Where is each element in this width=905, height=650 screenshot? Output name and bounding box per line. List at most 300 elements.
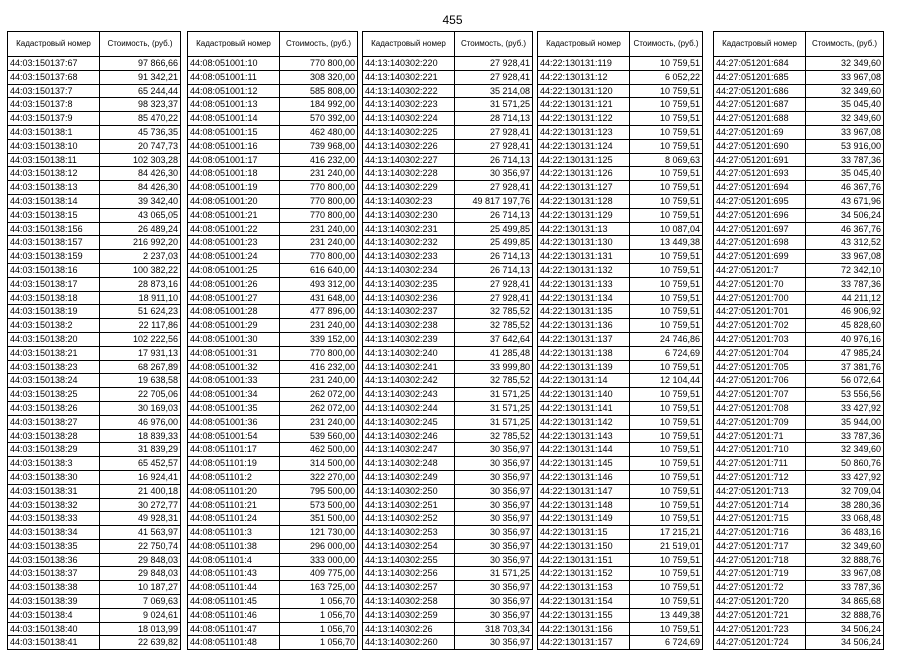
cost-value: 121 730,00 <box>280 526 358 540</box>
cost-value: 431 648,00 <box>280 291 358 305</box>
cost-value: 10 759,51 <box>630 112 703 126</box>
cadastral-number: 44:27:051201:714 <box>714 498 806 512</box>
table-row <box>538 291 703 305</box>
cadastral-number: 44:03:150138:31 <box>8 484 100 498</box>
cadastral-number: 44:22:130131:135 <box>538 305 630 319</box>
cadastral-number: 44:08:051001:18 <box>188 167 280 181</box>
cost-value: 28 873,16 <box>100 277 181 291</box>
cadastral-number: 44:03:150138:13 <box>8 181 100 195</box>
cost-value: 84 426,30 <box>100 167 181 181</box>
cadastral-number: 44:13:140302:244 <box>363 401 455 415</box>
cost-value: 33 999,80 <box>455 360 533 374</box>
cost-value: 22 639,82 <box>100 636 181 650</box>
table-row <box>538 181 703 195</box>
cost-value: 770 800,00 <box>280 346 358 360</box>
table-row <box>714 332 884 346</box>
cadastral-number: 44:22:130131:121 <box>538 98 630 112</box>
cost-value: 16 924,41 <box>100 470 181 484</box>
cost-value: 10 759,51 <box>630 581 703 595</box>
table-row <box>188 139 358 153</box>
table-row <box>188 526 358 540</box>
cadastral-number: 44:13:140302:253 <box>363 526 455 540</box>
cost-value: 25 499,85 <box>455 236 533 250</box>
cost-value: 10 759,51 <box>630 57 703 71</box>
table-row <box>8 125 181 139</box>
cadastral-number: 44:03:150138:2 <box>8 319 100 333</box>
cadastral-number: 44:13:140302:259 <box>363 608 455 622</box>
cadastral-number: 44:13:140302:227 <box>363 153 455 167</box>
cost-value: 53 916,00 <box>806 139 884 153</box>
cadastral-table-5 <box>713 31 884 650</box>
cost-value: 18 839,33 <box>100 429 181 443</box>
cost-value: 10 759,51 <box>630 360 703 374</box>
table-row <box>538 250 703 264</box>
cost-value: 72 342,10 <box>806 263 884 277</box>
cost-value: 84 426,30 <box>100 181 181 195</box>
cadastral-number: 44:13:140302:228 <box>363 167 455 181</box>
cadastral-number: 44:27:051201:719 <box>714 567 806 581</box>
cost-value: 21 519,01 <box>630 539 703 553</box>
cadastral-number: 44:27:051201:702 <box>714 319 806 333</box>
cadastral-number: 44:27:051201:717 <box>714 539 806 553</box>
cost-value: 477 896,00 <box>280 305 358 319</box>
cadastral-number: 44:27:051201:703 <box>714 332 806 346</box>
cost-value: 31 839,29 <box>100 443 181 457</box>
table-row <box>538 443 703 457</box>
table-row <box>714 360 884 374</box>
cost-value: 35 214,08 <box>455 84 533 98</box>
cadastral-number: 44:27:051201:70 <box>714 277 806 291</box>
cadastral-number: 44:13:140302:238 <box>363 319 455 333</box>
cadastral-number: 44:13:140302:258 <box>363 595 455 609</box>
cadastral-number: 44:22:130131:140 <box>538 388 630 402</box>
cadastral-number: 44:08:051001:34 <box>188 388 280 402</box>
cadastral-number: 44:08:051101:21 <box>188 498 280 512</box>
cadastral-number: 44:08:051001:35 <box>188 401 280 415</box>
cadastral-number: 44:13:140302:246 <box>363 429 455 443</box>
cadastral-number: 44:22:130131:142 <box>538 415 630 429</box>
cadastral-number: 44:08:051101:24 <box>188 512 280 526</box>
table-row <box>8 401 181 415</box>
table-row <box>8 595 181 609</box>
cost-value: 47 985,24 <box>806 346 884 360</box>
page-number: 455 <box>442 13 463 27</box>
cost-value: 45 736,35 <box>100 125 181 139</box>
table-row <box>714 443 884 457</box>
table-row <box>8 388 181 402</box>
header-cadastral-number: Кадастровый номер <box>8 32 100 57</box>
cadastral-number: 44:08:051001:11 <box>188 70 280 84</box>
cost-value: 10 759,51 <box>630 622 703 636</box>
cadastral-number: 44:13:140302:245 <box>363 415 455 429</box>
cost-value: 27 928,41 <box>455 57 533 71</box>
table-row <box>8 429 181 443</box>
table-row <box>363 374 533 388</box>
table-row <box>188 484 358 498</box>
cost-value: 6 724,69 <box>630 346 703 360</box>
cost-value: 30 356,97 <box>455 484 533 498</box>
cost-value: 37 642,64 <box>455 332 533 346</box>
cadastral-number: 44:13:140302:221 <box>363 70 455 84</box>
cadastral-number: 44:22:130131:123 <box>538 125 630 139</box>
cost-value: 10 759,51 <box>630 125 703 139</box>
table-row <box>8 153 181 167</box>
cadastral-number: 44:13:140302:26 <box>363 622 455 636</box>
cost-value: 462 480,00 <box>280 125 358 139</box>
cadastral-number: 44:03:150138:37 <box>8 567 100 581</box>
table-row <box>8 346 181 360</box>
cadastral-number: 44:22:130131:149 <box>538 512 630 526</box>
table-row <box>188 608 358 622</box>
cost-value: 33 787,36 <box>806 429 884 443</box>
table-row <box>8 139 181 153</box>
table-row <box>363 388 533 402</box>
cadastral-number: 44:03:150138:20 <box>8 332 100 346</box>
cadastral-number: 44:03:150138:32 <box>8 498 100 512</box>
table-row <box>363 581 533 595</box>
table-row <box>188 443 358 457</box>
cost-value: 32 349,60 <box>806 57 884 71</box>
table-row <box>188 70 358 84</box>
table-row <box>8 263 181 277</box>
table-row <box>538 484 703 498</box>
table-row <box>188 429 358 443</box>
cost-value: 27 928,41 <box>455 277 533 291</box>
cost-value: 32 349,60 <box>806 539 884 553</box>
cost-value: 31 571,25 <box>455 567 533 581</box>
table-row <box>8 374 181 388</box>
cost-value: 351 500,00 <box>280 512 358 526</box>
cost-value: 27 928,41 <box>455 125 533 139</box>
cadastral-number: 44:22:130131:139 <box>538 360 630 374</box>
cost-value: 30 356,97 <box>455 167 533 181</box>
table-row <box>538 539 703 553</box>
cadastral-number: 44:13:140302:226 <box>363 139 455 153</box>
header-cost: Стоимость, (руб.) <box>100 32 181 57</box>
cadastral-number: 44:22:130131:152 <box>538 567 630 581</box>
table-row <box>714 526 884 540</box>
cadastral-number: 44:08:051101:19 <box>188 457 280 471</box>
table-row <box>714 208 884 222</box>
table-row <box>714 112 884 126</box>
cost-value: 30 272,77 <box>100 498 181 512</box>
cadastral-number: 44:08:051001:20 <box>188 194 280 208</box>
cadastral-number: 44:27:051201:715 <box>714 512 806 526</box>
cadastral-number: 44:03:150138:26 <box>8 401 100 415</box>
cadastral-table-4 <box>537 31 703 650</box>
cost-value: 163 725,00 <box>280 581 358 595</box>
cadastral-number: 44:13:140302:229 <box>363 181 455 195</box>
cost-value: 10 759,51 <box>630 167 703 181</box>
cost-value: 10 759,51 <box>630 139 703 153</box>
cost-value: 30 356,97 <box>455 608 533 622</box>
cost-value: 97 866,66 <box>100 57 181 71</box>
cost-value: 26 714,13 <box>455 208 533 222</box>
cadastral-number: 44:22:130131:129 <box>538 208 630 222</box>
cost-value: 30 356,97 <box>455 470 533 484</box>
cadastral-number: 44:27:051201:694 <box>714 181 806 195</box>
cost-value: 462 500,00 <box>280 443 358 457</box>
cost-value: 65 452,57 <box>100 457 181 471</box>
table-row <box>188 498 358 512</box>
cadastral-number: 44:08:051101:4 <box>188 553 280 567</box>
cost-value: 27 928,41 <box>455 139 533 153</box>
table-row <box>188 567 358 581</box>
cadastral-number: 44:13:140302:235 <box>363 277 455 291</box>
table-row <box>188 539 358 553</box>
table-row <box>188 346 358 360</box>
table-row <box>538 429 703 443</box>
table-row <box>363 194 533 208</box>
table-row <box>8 415 181 429</box>
table-row <box>714 429 884 443</box>
table-row <box>188 636 358 650</box>
cost-value: 10 759,51 <box>630 277 703 291</box>
cadastral-number: 44:13:140302:243 <box>363 388 455 402</box>
cadastral-number: 44:22:130131:141 <box>538 401 630 415</box>
table-row <box>714 374 884 388</box>
cadastral-number: 44:22:130131:13 <box>538 222 630 236</box>
table-row <box>714 346 884 360</box>
table-row <box>363 125 533 139</box>
cadastral-number: 44:27:051201:705 <box>714 360 806 374</box>
cost-value: 68 267,89 <box>100 360 181 374</box>
table-row <box>188 374 358 388</box>
header-cost: Стоимость, (руб.) <box>280 32 358 57</box>
header-cadastral-number: Кадастровый номер <box>363 32 455 57</box>
table-row <box>188 125 358 139</box>
table-row <box>8 443 181 457</box>
cost-value: 34 506,24 <box>806 622 884 636</box>
cadastral-number: 44:22:130131:137 <box>538 332 630 346</box>
cadastral-number: 44:22:130131:147 <box>538 484 630 498</box>
table-row <box>8 277 181 291</box>
table-row <box>8 553 181 567</box>
cost-value: 10 759,51 <box>630 415 703 429</box>
table-row <box>188 332 358 346</box>
cost-value: 262 072,00 <box>280 401 358 415</box>
table-row <box>188 319 358 333</box>
cadastral-number: 44:03:150138:33 <box>8 512 100 526</box>
table-row <box>538 332 703 346</box>
cadastral-number: 44:03:150138:35 <box>8 539 100 553</box>
cadastral-number: 44:03:150138:17 <box>8 277 100 291</box>
cadastral-number: 44:22:130131:127 <box>538 181 630 195</box>
cadastral-number: 44:13:140302:239 <box>363 332 455 346</box>
table-row <box>538 567 703 581</box>
cadastral-number: 44:22:130131:153 <box>538 581 630 595</box>
table-row <box>363 512 533 526</box>
cadastral-number: 44:22:130131:134 <box>538 291 630 305</box>
cost-value: 53 556,56 <box>806 388 884 402</box>
cost-value: 339 152,00 <box>280 332 358 346</box>
table-row <box>538 498 703 512</box>
cost-value: 30 356,97 <box>455 457 533 471</box>
cadastral-number: 44:03:150138:14 <box>8 194 100 208</box>
table-row <box>363 305 533 319</box>
cost-value: 795 500,00 <box>280 484 358 498</box>
cadastral-number: 44:27:051201:704 <box>714 346 806 360</box>
cost-value: 29 848,03 <box>100 553 181 567</box>
cost-value: 31 571,25 <box>455 401 533 415</box>
table-row <box>714 498 884 512</box>
cadastral-number: 44:08:051001:15 <box>188 125 280 139</box>
cost-value: 10 759,51 <box>630 291 703 305</box>
cadastral-number: 44:27:051201:72 <box>714 581 806 595</box>
table-row <box>714 581 884 595</box>
cost-value: 10 759,51 <box>630 84 703 98</box>
cadastral-number: 44:08:051001:24 <box>188 250 280 264</box>
cost-value: 1 056,70 <box>280 608 358 622</box>
table-row <box>188 401 358 415</box>
cost-value: 32 888,76 <box>806 608 884 622</box>
cost-value: 13 449,38 <box>630 608 703 622</box>
cadastral-number: 44:03:150137:68 <box>8 70 100 84</box>
table-row <box>363 332 533 346</box>
table-row <box>188 470 358 484</box>
cadastral-number: 44:03:150138:38 <box>8 581 100 595</box>
table-row <box>188 222 358 236</box>
cost-value: 17 931,13 <box>100 346 181 360</box>
cadastral-number: 44:13:140302:220 <box>363 57 455 71</box>
cadastral-number: 44:13:140302:224 <box>363 112 455 126</box>
table-row <box>188 277 358 291</box>
cadastral-number: 44:13:140302:236 <box>363 291 455 305</box>
cost-value: 33 787,36 <box>806 277 884 291</box>
cadastral-number: 44:22:130131:143 <box>538 429 630 443</box>
cost-value: 10 759,51 <box>630 250 703 264</box>
table-row <box>8 539 181 553</box>
table-row <box>8 498 181 512</box>
table-row <box>363 222 533 236</box>
table-row <box>188 415 358 429</box>
cost-value: 46 367,76 <box>806 222 884 236</box>
cost-value: 18 013,99 <box>100 622 181 636</box>
table-row <box>363 484 533 498</box>
cost-value: 308 320,00 <box>280 70 358 84</box>
cadastral-number: 44:22:130131:133 <box>538 277 630 291</box>
cost-value: 98 323,37 <box>100 98 181 112</box>
table-row <box>8 608 181 622</box>
table-row <box>538 526 703 540</box>
table-row <box>188 112 358 126</box>
table-row <box>538 84 703 98</box>
cadastral-number: 44:27:051201:723 <box>714 622 806 636</box>
table-row <box>363 567 533 581</box>
cost-value: 26 714,13 <box>455 250 533 264</box>
cadastral-number: 44:08:051101:44 <box>188 581 280 595</box>
table-row <box>538 608 703 622</box>
cost-value: 1 056,70 <box>280 622 358 636</box>
cadastral-number: 44:03:150138:15 <box>8 208 100 222</box>
table-row <box>714 388 884 402</box>
table-row <box>188 388 358 402</box>
cadastral-number: 44:08:051001:21 <box>188 208 280 222</box>
table-row <box>538 153 703 167</box>
table-row <box>188 250 358 264</box>
cost-value: 322 270,00 <box>280 470 358 484</box>
cost-value: 20 747,73 <box>100 139 181 153</box>
cost-value: 38 280,36 <box>806 498 884 512</box>
table-row <box>8 70 181 84</box>
cadastral-number: 44:03:150137:9 <box>8 112 100 126</box>
cost-value: 34 865,68 <box>806 595 884 609</box>
table-row <box>714 305 884 319</box>
cost-value: 49 817 197,76 <box>455 194 533 208</box>
cadastral-number: 44:03:150138:10 <box>8 139 100 153</box>
cadastral-number: 44:27:051201:708 <box>714 401 806 415</box>
cadastral-number: 44:08:051101:46 <box>188 608 280 622</box>
cadastral-number: 44:08:051001:25 <box>188 263 280 277</box>
cost-value: 10 759,51 <box>630 319 703 333</box>
table-row <box>538 167 703 181</box>
cost-value: 10 087,04 <box>630 222 703 236</box>
cost-value: 27 928,41 <box>455 70 533 84</box>
table-row <box>8 332 181 346</box>
table-row <box>714 181 884 195</box>
table-row <box>363 250 533 264</box>
table-row <box>188 194 358 208</box>
table-row <box>363 415 533 429</box>
cadastral-number: 44:13:140302:250 <box>363 484 455 498</box>
cost-value: 333 000,00 <box>280 553 358 567</box>
table-row <box>8 567 181 581</box>
cost-value: 100 382,22 <box>100 263 181 277</box>
table-row <box>363 470 533 484</box>
cost-value: 10 759,51 <box>630 194 703 208</box>
header-cost: Стоимость, (руб.) <box>630 32 703 57</box>
cost-value: 10 759,51 <box>630 443 703 457</box>
cost-value: 231 240,00 <box>280 236 358 250</box>
cadastral-number: 44:08:051001:32 <box>188 360 280 374</box>
cadastral-table-1 <box>7 31 181 650</box>
cadastral-table-3 <box>362 31 533 650</box>
cadastral-number: 44:27:051201:69 <box>714 125 806 139</box>
cost-value: 35 045,40 <box>806 98 884 112</box>
cost-value: 35 944,00 <box>806 415 884 429</box>
table-row <box>538 553 703 567</box>
table-row <box>363 153 533 167</box>
table-row <box>363 139 533 153</box>
cost-value: 12 104,44 <box>630 374 703 388</box>
table-row <box>714 636 884 650</box>
table-row <box>714 622 884 636</box>
cadastral-number: 44:22:130131:151 <box>538 553 630 567</box>
table-row <box>363 553 533 567</box>
table-row <box>363 277 533 291</box>
header-cost: Стоимость, (руб.) <box>455 32 533 57</box>
cost-value: 28 714,13 <box>455 112 533 126</box>
cadastral-number: 44:22:130131:154 <box>538 595 630 609</box>
cost-value: 10 187,27 <box>100 581 181 595</box>
cadastral-number: 44:27:051201:685 <box>714 70 806 84</box>
cost-value: 30 356,97 <box>455 553 533 567</box>
cadastral-number: 44:08:051001:13 <box>188 98 280 112</box>
cadastral-number: 44:22:130131:136 <box>538 319 630 333</box>
cost-value: 31 571,25 <box>455 98 533 112</box>
cost-value: 231 240,00 <box>280 374 358 388</box>
cadastral-number: 44:03:150138:156 <box>8 222 100 236</box>
cadastral-number: 44:13:140302:255 <box>363 553 455 567</box>
table-row <box>363 291 533 305</box>
cadastral-number: 44:22:130131:148 <box>538 498 630 512</box>
table-row <box>714 457 884 471</box>
cost-value: 27 928,41 <box>455 181 533 195</box>
table-row <box>538 319 703 333</box>
table-row <box>538 401 703 415</box>
table-row <box>363 263 533 277</box>
cost-value: 32 349,60 <box>806 84 884 98</box>
